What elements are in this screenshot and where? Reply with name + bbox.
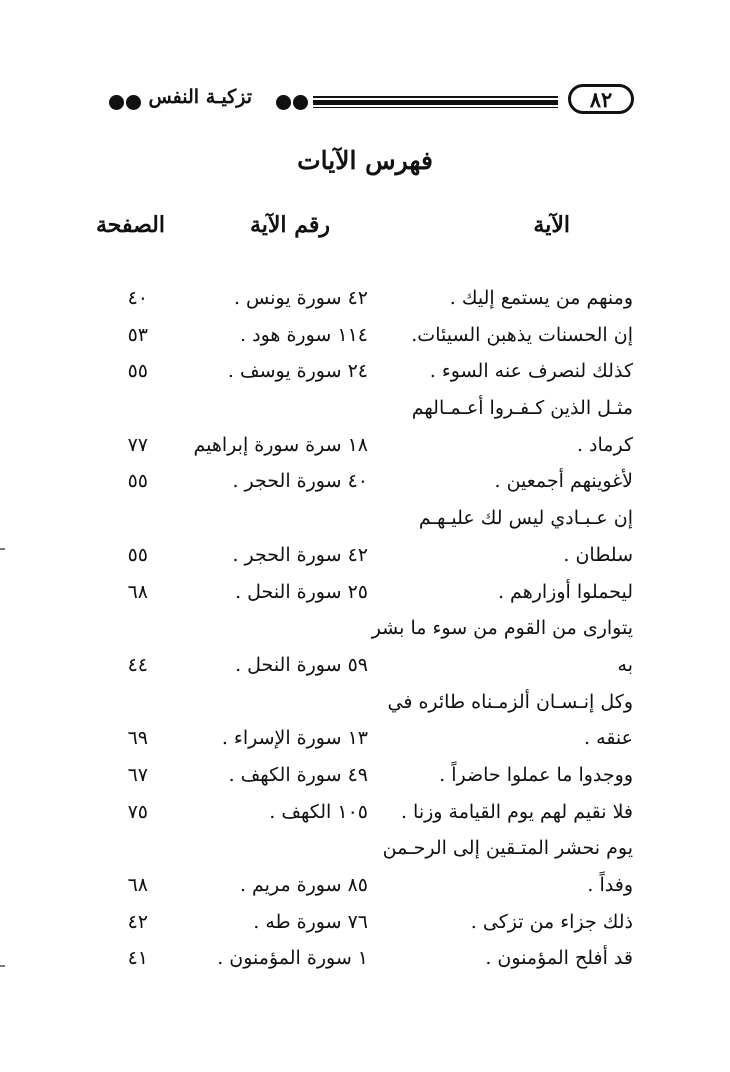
index-row (0, 280, 730, 317)
surah-reference: ٨٥ سورة مريم . (239, 874, 368, 896)
index-row (0, 794, 730, 831)
page-number-cell: ٤٠ (127, 287, 148, 309)
column-heading-page: الصفحة (95, 212, 165, 238)
page-number-cell: ٥٣ (127, 323, 148, 346)
page-number-cell: ٤٤ (127, 653, 148, 676)
page-number-cell: ٧٧ (127, 433, 148, 456)
page-number-cell: ٥٥ (127, 360, 148, 383)
page-number-cell: ٦٧ (127, 763, 148, 786)
page-number-cell: ٧٥ (127, 800, 148, 823)
surah-reference: ٢٥ سورة النحل . (235, 580, 368, 603)
verse-text: ذلك جزاء من تزكى . (470, 910, 633, 933)
surah-reference: ٤٢ سورة يونس . (233, 287, 368, 309)
ornament-dot-icon (126, 95, 141, 110)
column-heading-verse: الآية (533, 212, 570, 238)
surah-reference: ١٣ سورة الإسراء . (221, 727, 368, 750)
index-row (0, 537, 730, 574)
ornament-dot-icon (293, 95, 308, 110)
verse-text: به (617, 653, 633, 676)
column-heading-reference: رقم الآية (249, 212, 330, 238)
verse-text: يوم نحشر المتـقين إلى الرحـمن (382, 837, 633, 860)
verse-text: وفداً . (587, 874, 633, 896)
verse-text: فلا نقيم لهم يوم القيامة وزنا . (400, 800, 633, 823)
page-number-cell: ٥٥ (127, 470, 148, 493)
page-number-cell: ٦٨ (127, 874, 148, 896)
verse-index-list (0, 280, 730, 977)
index-row (0, 353, 730, 390)
surah-reference: ١٨ سرة سورة إبراهيم (193, 433, 368, 456)
surah-reference: ١١٤ سورة هود . (240, 323, 368, 346)
surah-reference: ٤٠ سورة الحجر . (232, 470, 368, 493)
ornament-dot-icon (109, 95, 124, 110)
verse-text: ووجدوا ما عملوا حاضراً . (439, 763, 633, 786)
index-row (0, 610, 730, 647)
ornament-dot-icon (276, 95, 291, 110)
verse-text: كذلك لنصرف عنه السوء . (429, 360, 633, 383)
index-row (0, 647, 730, 684)
page-edge-mark (0, 548, 5, 550)
page-number-cell: ٦٩ (127, 727, 148, 750)
index-row (0, 390, 730, 427)
surah-reference: ٧٦ سورة طه . (253, 910, 368, 933)
verse-text: إن عـبـادي ليس لك عليـهـم (418, 507, 633, 530)
surah-reference: ١ سورة المؤمنون . (217, 947, 368, 970)
surah-reference: ٢٤ سورة يوسف . (227, 360, 368, 383)
index-row (0, 317, 730, 354)
verse-text: وكل إنـسـان ألزمـناه طائره في (387, 690, 633, 713)
header-rule (313, 96, 558, 108)
index-title: فهرس الآيات (297, 146, 433, 175)
index-row (0, 867, 730, 904)
verse-text: كرماد . (576, 433, 633, 456)
surah-reference: ٤٩ سورة الكهف . (228, 763, 368, 786)
index-row (0, 720, 730, 757)
page-number-cell: ٤١ (127, 947, 148, 970)
surah-reference: ١٠٥ الكهف . (269, 800, 368, 823)
running-title: تزكيـة النفس (148, 86, 252, 108)
verse-text: قد أفلح المؤمنون . (485, 947, 633, 970)
page-number-cell: ٤٢ (127, 910, 148, 933)
index-row (0, 830, 730, 867)
index-row (0, 500, 730, 537)
index-row (0, 757, 730, 794)
index-row (0, 463, 730, 500)
verse-text: مثـل الذين كـفـروا أعـمـالهم (411, 397, 633, 420)
index-row (0, 427, 730, 464)
verse-text: إن الحسنات يذهبن السيئات. (411, 323, 633, 346)
page-number-cell: ٥٥ (127, 543, 148, 566)
verse-text: سلطان . (563, 543, 633, 566)
index-row (0, 574, 730, 611)
verse-text: عنقه . (584, 727, 633, 750)
page-edge-mark (0, 965, 5, 967)
verse-text: لأغوينهم أجمعين . (494, 470, 633, 493)
page-header (0, 80, 730, 124)
page-number-cell: ٦٨ (127, 580, 148, 603)
verse-text: ليحملوا أوزارهم . (497, 580, 633, 603)
surah-reference: ٤٢ سورة الحجر . (232, 543, 368, 566)
verse-text: ومنهم من يستمع إليك . (449, 287, 633, 309)
verse-text: يتوارى من القوم من سوء ما بشر (371, 617, 633, 640)
surah-reference: ٥٩ سورة النحل . (235, 653, 368, 676)
page-number: ٨٢ (568, 84, 634, 114)
index-row (0, 940, 730, 977)
index-row (0, 904, 730, 941)
index-row (0, 684, 730, 721)
